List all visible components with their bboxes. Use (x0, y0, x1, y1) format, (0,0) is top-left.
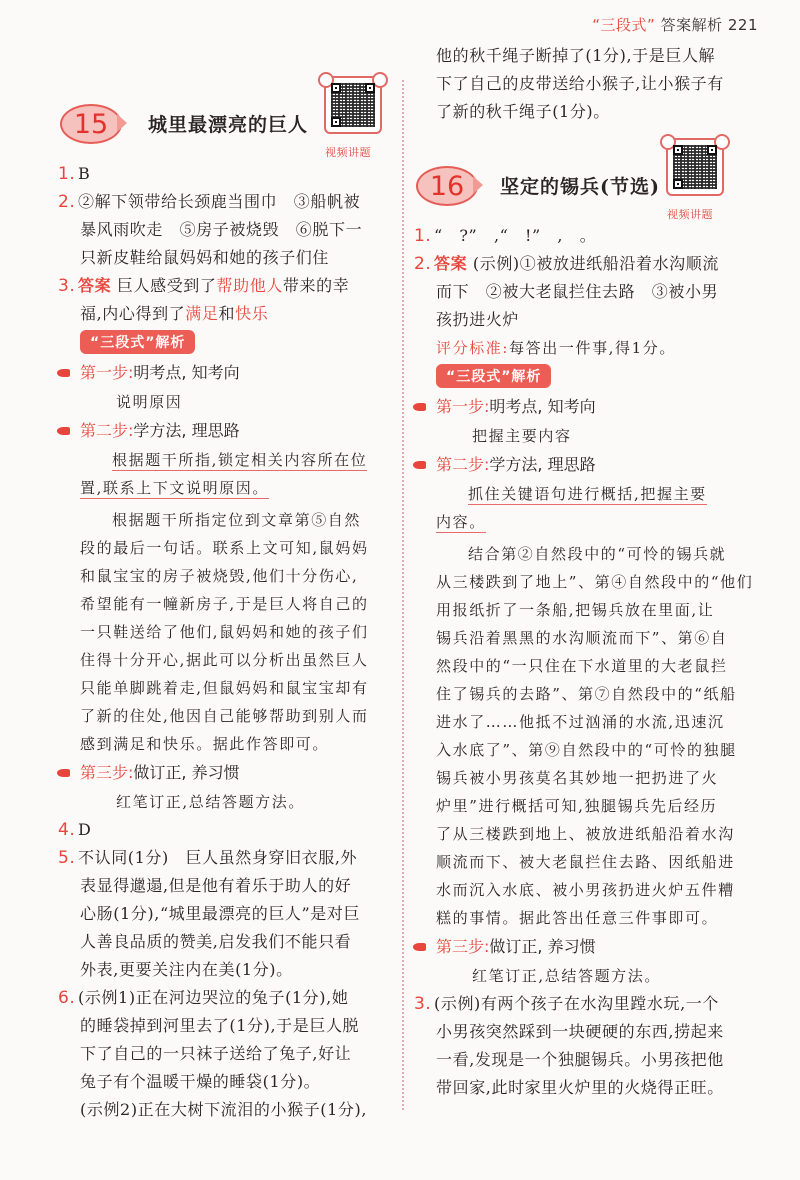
qr-caption: 视频讲题 (325, 146, 371, 159)
section-16-heading (416, 152, 771, 222)
section-title: 城里最漂亮的巨人 (148, 114, 309, 136)
analysis-paragraph: 根据题干所指定位到文章第⑤自然 段的最后一句话。联系上文可知,鼠妈妈 和鼠宝宝的房子被烧毁,他们十分伤心, 希望能有一幢新房子,于是巨人将自己的 一只鞋送给了他们,鼠妈妈和她的孩子们 住得十分开心,据此可以分析出虽然巨人 只能单脚跳着走,但鼠妈妈和鼠宝宝却有 了新的住处,他因自己能够帮助到别人而 感到满足和快乐。据此作答即可。 (80, 511, 369, 753)
qr-caption: 视频讲题 (667, 208, 713, 221)
step-1: 第一步:明考点, 知考向 (436, 392, 771, 422)
step-3: 第三步:做订正, 养习惯 (436, 932, 771, 962)
header-title: 答案解析 (655, 16, 728, 34)
answer-1: 1. B (58, 164, 91, 184)
answer-4: 4. D (58, 820, 92, 840)
section-number-badge: 15 (60, 104, 122, 144)
qr-code-icon[interactable] (324, 76, 382, 134)
answer-1: 1. “ ?” ,“ !” , 。 (414, 226, 597, 246)
answer-3: 3. 答案 巨人感受到了帮助他人带来的幸 福,内心得到了满足和快乐 “三段式”解析 第一步:明考点, 知考向 说明原因 第二步:学方法, 理思路 根据题干所指,锁定相关内容所在位 置,联系上下文说明原因。 根据题干所指定位到文章第⑤自然 段的最后一句话。联系上文可知,鼠妈妈 和鼠宝宝的房子被烧毁,他们十分伤心, 希望能有一幢新房子,于是巨人将自己的 一只鞋送给了他们,鼠妈妈和她的孩子们 住得十分开心,据此可以分析出虽然巨人 只能单脚跳着走,但鼠妈妈和鼠宝宝却有 了新的住处,他因自己能够帮助到别人而 感到满足和快乐。据此作答即可。 第三步:做订正, 养习惯 红笔订正,总结答题方法。 (80, 272, 415, 816)
left-column (58, 90, 415, 1124)
step-3: 第三步:做订正, 养习惯 (80, 758, 415, 788)
pointer-icon (413, 461, 426, 469)
answer-6-continued: 他的秋千绳子断掉了(1分),于是巨人解 下了自己的皮带送给小猴子,让小猴子有 了新的秋千绳子(1分)。 (436, 46, 724, 121)
analysis-paragraph: 结合第②自然段中的“可怜的锡兵就 从三楼跌到了地上”、第④自然段中的“他们 用报纸折了一条船,把锡兵放在里面,让 锡兵沿着黑黑的水沟顺流而下”、第⑥自 然段中的“一只住在下水道里的大老鼠拦 住了锡兵的去路”、第⑦自然段中的“纸船 进水了……他抵不过汹涌的水流,迅速沉 入水底了”、第⑨自然段中的“可怜的独腿 锡兵被小男孩莫名其妙地一把扔进了火 炉里”进行概括可知,独腿锡兵先后经历 了从三楼跌到地上、被放进纸船沿着水沟 顺流而下、被大老鼠拦住去路、因纸船进 水而沉入水底、被小男孩扔进火炉五件糟 糕的事情。据此答出任意三件事即可。 (436, 545, 754, 927)
three-step-analysis-tag: “三段式”解析 (80, 330, 195, 354)
step-2: 第二步:学方法, 理思路 (80, 416, 415, 446)
pointer-icon (413, 403, 426, 411)
answer-3: 3. (示例)有两个孩子在水沟里蹚水玩,一个 小男孩突然踩到一块硬硬的东西,捞起来 一看,发现是一个独腿锡兵。小男孩把他 带回家,此时家里火炉里的火烧得正旺。 (414, 994, 724, 1097)
badge-pointer-icon (117, 114, 127, 132)
step-1: 第一步:明考点, 知考向 (80, 358, 415, 388)
section-15-heading (60, 90, 415, 160)
right-column (414, 42, 771, 1102)
section-number-badge: 16 (416, 166, 478, 206)
scoring-criteria-label: 评分标准: (436, 339, 510, 357)
pointer-icon (57, 369, 70, 377)
three-step-analysis-tag: “三段式”解析 (436, 364, 551, 388)
pointer-icon (413, 943, 426, 951)
badge-pointer-icon (473, 176, 483, 194)
running-header (592, 14, 758, 35)
answer-5: 5. 不认同(1分) 巨人虽然身穿旧衣服,外 表显得邋遢,但是他有着乐于助人的好 心肠(1分),“城里最漂亮的巨人”是对巨 人善良品质的赞美,启发我们不能只看 外表,更要关注内在美(1分)。 (58, 848, 361, 979)
page-number: 221 (727, 16, 758, 34)
header-highlight: “三段式” (592, 16, 656, 34)
answer-2: 2. ②解下领带给长颈鹿当围巾 ③船帆被 暴风雨吹走 ⑤房子被烧毁 ⑥脱下一 只新皮鞋给鼠妈妈和她的孩子们住 (58, 192, 363, 267)
answer-2: 2. 答案 (示例)①被放进纸船沿着水沟顺流 而下 ②被大老鼠拦住去路 ③被小男 孩扔进火炉 评分标准:每答出一件事,得1分。 “三段式”解析 第一步:明考点, 知考向 把握主要内容 第二步:学方法, 理思路 抓住关键语句进行概括,把握主要 内容。 结合第②自然段中的“可怜的锡兵就 从三楼跌到了地上”、第④自然段中的“他们 用报纸折了一条船,把锡兵放在里面,让 锡兵沿着黑黑的水沟顺流而下”、第⑥自 然段中的“一只住在下水道里的大老鼠拦 住了锡兵的去路”、第⑦自然段中的“纸船 进水了……他抵不过汹涌的水流,迅速沉 入水底了”、第⑨自然段中的“可怜的独腿 锡兵被小男孩莫名其妙地一把扔进了火 炉里”进行概括可知,独腿锡兵先后经历 了从三楼跌到地上、被放进纸船沿着水沟 顺流而下、被大老鼠拦住去路、因纸船进 水而沉入水底、被小男孩扔进火炉五件糟 糕的事情。据此答出任意三件事即可。 第三步:做订正, 养习惯 红笔订正,总结答题方法。 (436, 250, 771, 990)
answer-6: 6. (示例1)正在河边哭泣的兔子(1分),她 的睡袋掉到河里去了(1分),于是巨人脱 下了自己的一只袜子送给了兔子,好让 兔子有个温暖干燥的睡袋(1分)。 (示例2)正在大树下流泪的小猴子(1分), (58, 988, 368, 1119)
pointer-icon (57, 769, 70, 777)
step-2: 第二步:学方法, 理思路 (436, 450, 771, 480)
section-title: 坚定的锡兵(节选) (500, 176, 660, 198)
pointer-icon (57, 427, 70, 435)
qr-code-icon[interactable] (666, 138, 724, 196)
